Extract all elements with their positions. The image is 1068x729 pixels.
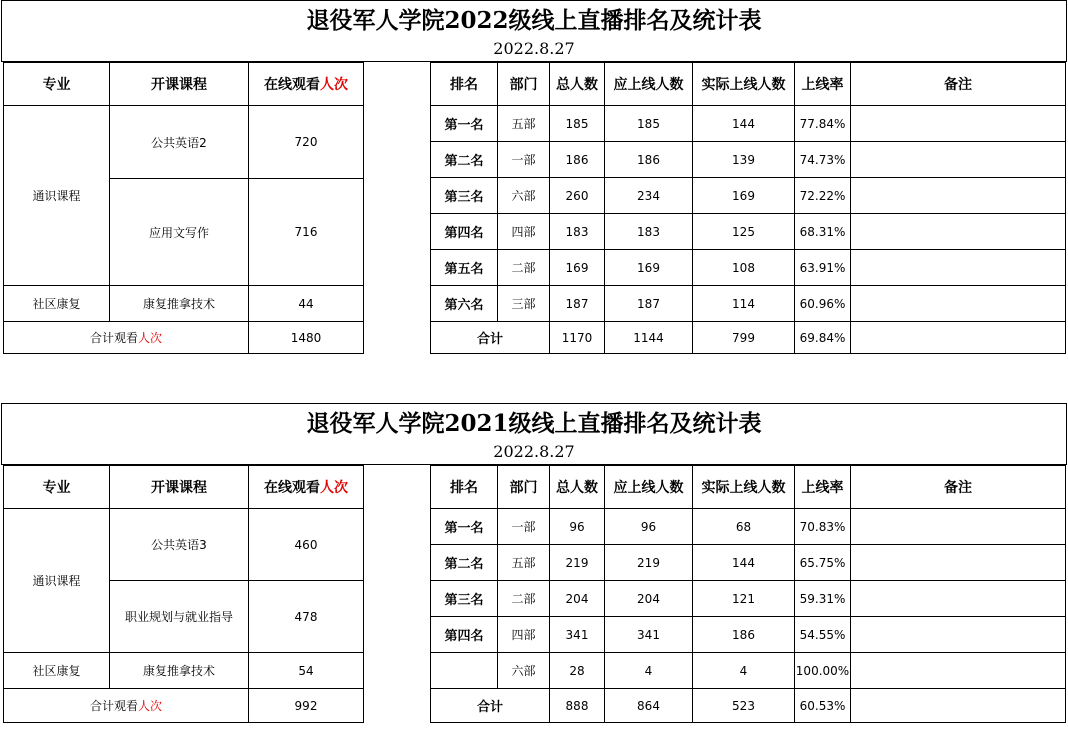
total-views-suffix: 人次: [138, 699, 163, 713]
dept-cell: 四部: [498, 617, 550, 653]
rank-cell: [431, 653, 498, 689]
header-major: 专业: [4, 63, 110, 106]
table-row: [431, 617, 1066, 653]
total-views-suffix: 人次: [138, 331, 163, 345]
rank-cell: 第一名: [431, 509, 498, 545]
dept-cell: 六部: [498, 178, 550, 214]
ranking-table: [430, 62, 1066, 354]
dept-cell: 三部: [498, 286, 550, 322]
total-views-prefix: 合计观看: [89, 331, 138, 345]
note-cell: [851, 617, 1066, 653]
actual-cell: 169: [693, 178, 795, 214]
expected-cell: 219: [605, 545, 693, 581]
note-cell: [851, 545, 1066, 581]
total-label: 合计: [431, 322, 550, 354]
actual-cell: 139: [693, 142, 795, 178]
views-cell: 716: [249, 179, 364, 286]
rank-cell: 第四名: [431, 617, 498, 653]
rate-cell: 63.91%: [795, 250, 851, 286]
header-course: 开课课程: [110, 466, 249, 509]
sum-rate: 60.53%: [795, 689, 851, 723]
rate-cell: 59.31%: [795, 581, 851, 617]
table-row: [431, 250, 1066, 286]
views-cell: 720: [249, 106, 364, 179]
dept-cell: 五部: [498, 106, 550, 142]
header-rank: 排名: [431, 466, 498, 509]
header-dept: 部门: [498, 466, 550, 509]
rank-cell: 第六名: [431, 286, 498, 322]
note-cell: [851, 286, 1066, 322]
expected-cell: 4: [605, 653, 693, 689]
title-block: [1, 0, 1067, 62]
expected-cell: 341: [605, 617, 693, 653]
title-block: [1, 403, 1067, 465]
total-cell: 204: [550, 581, 605, 617]
course-views-table: [3, 465, 364, 723]
views-cell: 44: [249, 286, 364, 322]
dept-cell: 二部: [498, 581, 550, 617]
dept-cell: 一部: [498, 142, 550, 178]
course-cell: 公共英语3: [110, 509, 249, 581]
course-views-table: [3, 62, 364, 354]
views-cell: 54: [249, 653, 364, 689]
total-cell: 186: [550, 142, 605, 178]
table-row: [431, 581, 1066, 617]
course-cell: 职业规划与就业指导: [110, 581, 249, 653]
total-row: [431, 689, 1066, 723]
expected-cell: 96: [605, 509, 693, 545]
total-cell: 28: [550, 653, 605, 689]
major-cell: 通识课程: [4, 106, 110, 286]
header-note: 备注: [851, 63, 1066, 106]
table-row: [431, 214, 1066, 250]
sheet-title: 退役军人学院2021级线上直播排名及统计表: [306, 410, 762, 437]
total-cell: 187: [550, 286, 605, 322]
major-cell: 通识课程: [4, 509, 110, 653]
header-views-prefix: 在线观看: [264, 480, 320, 496]
sum-note: [851, 322, 1066, 354]
header-views-suffix: 人次: [320, 480, 348, 496]
total-views-prefix: 合计观看: [89, 699, 138, 713]
actual-cell: 125: [693, 214, 795, 250]
sum-note: [851, 689, 1066, 723]
rate-cell: 68.31%: [795, 214, 851, 250]
expected-cell: 185: [605, 106, 693, 142]
actual-cell: 121: [693, 581, 795, 617]
rank-cell: 第二名: [431, 142, 498, 178]
actual-cell: 114: [693, 286, 795, 322]
sum-actual: 523: [693, 689, 795, 723]
header-total: 总人数: [550, 466, 605, 509]
header-expected: 应上线人数: [605, 466, 693, 509]
header-rate: 上线率: [795, 63, 851, 106]
expected-cell: 234: [605, 178, 693, 214]
note-cell: [851, 178, 1066, 214]
ranking-table: [430, 465, 1066, 723]
dept-cell: 五部: [498, 545, 550, 581]
sum-total: 1170: [550, 322, 605, 354]
table-row: [431, 286, 1066, 322]
table-row: [431, 509, 1066, 545]
rank-cell: 第三名: [431, 178, 498, 214]
table-row: [431, 545, 1066, 581]
table-row: [431, 106, 1066, 142]
total-views-label: [4, 322, 249, 354]
rate-cell: 72.22%: [795, 178, 851, 214]
rate-cell: 54.55%: [795, 617, 851, 653]
total-cell: 183: [550, 214, 605, 250]
table-row: [431, 142, 1066, 178]
sum-expected: 1144: [605, 322, 693, 354]
table-row: [431, 178, 1066, 214]
header-dept: 部门: [498, 63, 550, 106]
rank-cell: 第一名: [431, 106, 498, 142]
note-cell: [851, 250, 1066, 286]
expected-cell: 204: [605, 581, 693, 617]
note-cell: [851, 214, 1066, 250]
total-cell: 96: [550, 509, 605, 545]
dept-cell: 四部: [498, 214, 550, 250]
total-views-value: 992: [249, 689, 364, 723]
dept-cell: 二部: [498, 250, 550, 286]
note-cell: [851, 581, 1066, 617]
total-row: [431, 322, 1066, 354]
sum-total: 888: [550, 689, 605, 723]
sheet-date: 2022.8.27: [493, 442, 575, 461]
header-note: 备注: [851, 466, 1066, 509]
sum-actual: 799: [693, 322, 795, 354]
course-cell: 应用文写作: [110, 179, 249, 286]
total-cell: 185: [550, 106, 605, 142]
header-views-prefix: 在线观看: [264, 77, 320, 93]
views-cell: 478: [249, 581, 364, 653]
dept-cell: 六部: [498, 653, 550, 689]
rate-cell: 100.00%: [795, 653, 851, 689]
rate-cell: 60.96%: [795, 286, 851, 322]
rank-cell: 第二名: [431, 545, 498, 581]
total-cell: 219: [550, 545, 605, 581]
rank-cell: 第五名: [431, 250, 498, 286]
note-cell: [851, 106, 1066, 142]
rate-cell: 70.83%: [795, 509, 851, 545]
sheet-title: 退役军人学院2022级线上直播排名及统计表: [306, 7, 762, 34]
rate-cell: 74.73%: [795, 142, 851, 178]
header-major: 专业: [4, 466, 110, 509]
total-cell: 260: [550, 178, 605, 214]
header-actual: 实际上线人数: [693, 466, 795, 509]
rate-cell: 65.75%: [795, 545, 851, 581]
header-total: 总人数: [550, 63, 605, 106]
sum-rate: 69.84%: [795, 322, 851, 354]
actual-cell: 4: [693, 653, 795, 689]
total-views-value: 1480: [249, 322, 364, 354]
total-cell: 341: [550, 617, 605, 653]
header-views-suffix: 人次: [320, 77, 348, 93]
major-cell: 社区康复: [4, 286, 110, 322]
rank-cell: 第三名: [431, 581, 498, 617]
course-cell: 公共英语2: [110, 106, 249, 179]
actual-cell: 186: [693, 617, 795, 653]
dept-cell: 一部: [498, 509, 550, 545]
header-views: [249, 63, 364, 106]
views-cell: 460: [249, 509, 364, 581]
expected-cell: 187: [605, 286, 693, 322]
header-rate: 上线率: [795, 466, 851, 509]
header-actual: 实际上线人数: [693, 63, 795, 106]
sum-expected: 864: [605, 689, 693, 723]
total-label: 合计: [431, 689, 550, 723]
rate-cell: 77.84%: [795, 106, 851, 142]
header-views: [249, 466, 364, 509]
course-cell: 康复推拿技术: [110, 653, 249, 689]
expected-cell: 186: [605, 142, 693, 178]
actual-cell: 144: [693, 106, 795, 142]
major-cell: 社区康复: [4, 653, 110, 689]
note-cell: [851, 142, 1066, 178]
expected-cell: 183: [605, 214, 693, 250]
header-course: 开课课程: [110, 63, 249, 106]
expected-cell: 169: [605, 250, 693, 286]
note-cell: [851, 653, 1066, 689]
sheet-2022: [0, 0, 1068, 354]
sheet-2021: [0, 403, 1068, 729]
note-cell: [851, 509, 1066, 545]
actual-cell: 108: [693, 250, 795, 286]
header-rank: 排名: [431, 63, 498, 106]
header-expected: 应上线人数: [605, 63, 693, 106]
sheet-date: 2022.8.27: [493, 39, 575, 58]
total-views-label: [4, 689, 249, 723]
course-cell: 康复推拿技术: [110, 286, 249, 322]
actual-cell: 68: [693, 509, 795, 545]
total-cell: 169: [550, 250, 605, 286]
table-row: [431, 653, 1066, 689]
actual-cell: 144: [693, 545, 795, 581]
rank-cell: 第四名: [431, 214, 498, 250]
